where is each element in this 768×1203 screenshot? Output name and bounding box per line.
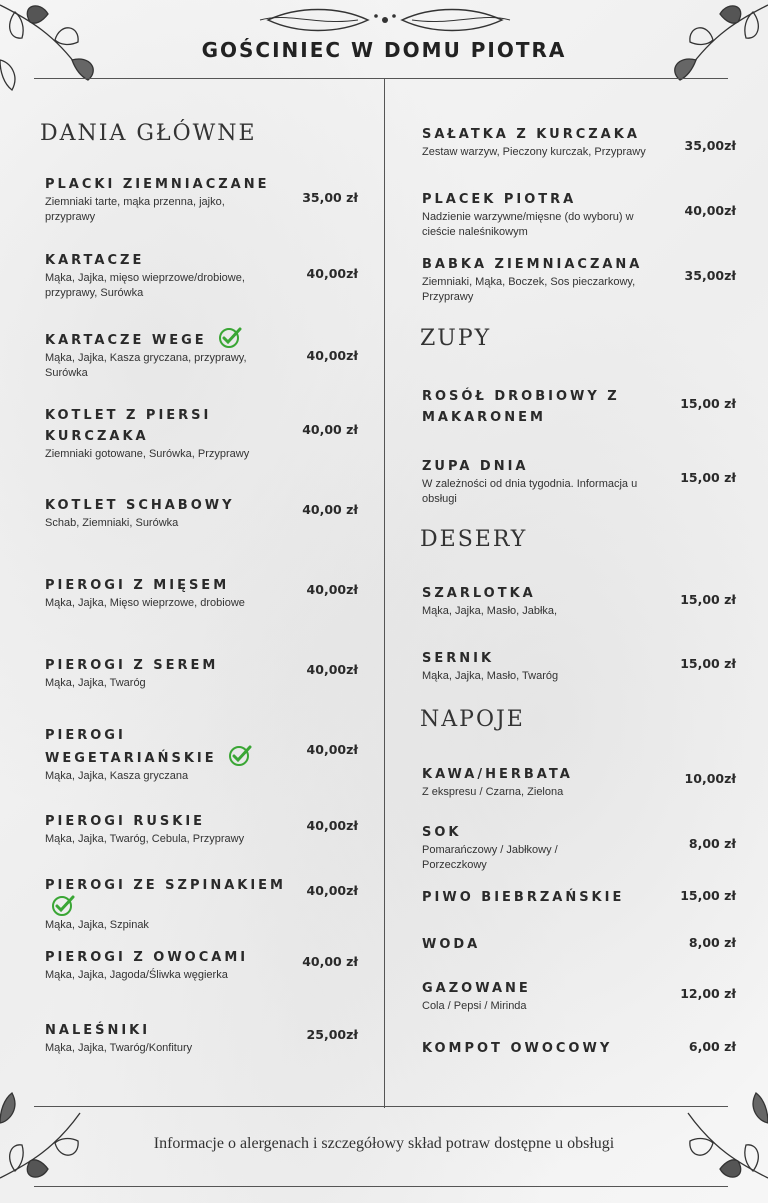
flourish-ornament-icon <box>258 4 512 36</box>
menu-item <box>45 1019 285 1056</box>
column-divider <box>384 78 385 1108</box>
item-description: Ziemniaki, Mąka, Boczek, Sos pieczarkowy, Przyprawy <box>422 276 636 303</box>
item-price: 15,00 zł <box>680 470 736 485</box>
item-price: 40,00zł <box>306 662 358 677</box>
item-name: SZARLOTKA <box>422 586 536 601</box>
menu-item <box>422 123 662 160</box>
item-price: 35,00zł <box>684 138 736 153</box>
item-price: 40,00zł <box>306 742 358 757</box>
item-description: Ziemniaki gotowane, Surówka, Przyprawy <box>45 448 250 460</box>
item-price: 40,00zł <box>684 203 736 218</box>
item-description: Nadzienie warzywne/mięsne (do wyboru) w cieście naleśnikowym <box>422 211 634 238</box>
leaf-corner-icon <box>0 1073 110 1183</box>
menu-item <box>422 582 662 619</box>
item-description: Mąka, Jajka, Kasza gryczana, przyprawy, Surówka <box>45 352 247 379</box>
item-description: Schab, Ziemniaki, Surówka <box>45 517 179 529</box>
menu-item <box>422 188 662 240</box>
item-price: 40,00zł <box>306 266 358 281</box>
menu-item <box>422 455 662 507</box>
item-name: GAZOWANE <box>422 981 531 996</box>
item-price: 8,00 zł <box>688 836 736 851</box>
item-price: 35,00 zł <box>302 190 358 205</box>
item-description: Mąka, Jajka, Masło, Twaróg <box>422 670 559 682</box>
item-price: 15,00 zł <box>680 888 736 903</box>
vege-check-icon <box>51 895 75 917</box>
allergen-note: Informacje o alergenach i szczegółowy skład potraw dostępne u obsługi <box>153 1135 615 1152</box>
item-description: W zależności od dnia tygodnia. Informacja u obsługi <box>422 478 638 505</box>
menu-item <box>422 253 662 305</box>
item-description: Zestaw warzyw, Pieczony kurczak, Przyprawy <box>422 146 646 158</box>
item-description: Mąka, Jajka, Twaróg, Cebula, Przyprawy <box>45 833 245 845</box>
menu-item <box>45 810 285 847</box>
item-description: Z ekspresu / Czarna, Zielona <box>422 786 564 798</box>
item-name: PLACKI ZIEMNIACZANE <box>45 177 270 192</box>
item-price: 40,00 zł <box>302 422 358 437</box>
item-name: KOTLET SCHABOWY <box>45 498 235 513</box>
item-description: Mąka, Jajka, Jagoda/Śliwka węgierka <box>45 969 228 981</box>
item-price: 40,00zł <box>306 582 358 597</box>
item-price: 6,00 zł <box>688 1039 736 1054</box>
item-price: 15,00 zł <box>680 656 736 671</box>
item-name: PIEROGI Z MIĘSEM <box>45 578 230 593</box>
item-name: PIEROGI Z SEREM <box>45 658 219 673</box>
menu-item <box>422 647 662 684</box>
menu-item <box>45 574 285 611</box>
item-name: ROSÓŁ DROBIOWY Z MAKARONEM <box>422 389 620 425</box>
item-price: 25,00zł <box>306 1027 358 1042</box>
menu-item <box>45 173 275 225</box>
vege-check-icon <box>228 745 252 767</box>
leaf-corner-icon <box>658 1073 768 1183</box>
menu-item <box>45 404 275 462</box>
item-description: Mąka, Jajka, Twaróg/Konfitury <box>45 1042 193 1054</box>
divider <box>34 78 728 79</box>
item-name: PIEROGI Z OWOCAMI <box>45 950 249 965</box>
section-title-zupy: ZUPY <box>420 326 492 351</box>
item-name: PIWO BIEBRZAŃSKIE <box>422 890 625 905</box>
item-price: 10,00zł <box>684 771 736 786</box>
item-price: 12,00 zł <box>680 986 736 1001</box>
divider <box>34 1106 728 1107</box>
menu-item <box>422 763 662 800</box>
item-name: SOK <box>422 825 462 840</box>
section-title-napoje: NAPOJE <box>420 707 525 732</box>
menu-item <box>422 933 662 954</box>
item-name: PIEROGI RUSKIE <box>45 814 206 829</box>
item-description: Mąka, Jajka, mięso wieprzowe/drobiowe, przyprawy, Surówka <box>45 272 245 299</box>
item-name: PIEROGI WEGETARIAŃSKIE <box>45 728 217 766</box>
item-description: Ziemniaki tarte, mąka przenna, jajko, przyprawy <box>45 196 225 223</box>
item-price: 15,00 zł <box>680 396 736 411</box>
item-price: 40,00zł <box>306 883 358 898</box>
menu-item <box>45 494 275 531</box>
item-price: 40,00 zł <box>302 502 358 517</box>
menu-item <box>422 977 662 1014</box>
item-description: Mąka, Jajka, Kasza gryczana <box>45 770 189 782</box>
vege-check-icon <box>218 327 242 349</box>
item-name: ZUPA DNIA <box>422 459 529 474</box>
item-description: Cola / Pepsi / Mirinda <box>422 1000 527 1012</box>
item-description: Mąka, Jajka, Mięso wieprzowe, drobiowe <box>45 597 245 609</box>
item-price: 35,00zł <box>684 268 736 283</box>
menu-item <box>45 946 285 983</box>
item-name: WODA <box>422 937 481 952</box>
menu-item <box>45 249 275 301</box>
item-price: 40,00 zł <box>302 954 358 969</box>
menu-item <box>45 724 285 784</box>
menu-item <box>422 1037 662 1058</box>
item-name: KOMPOT OWOCOWY <box>422 1041 613 1056</box>
menu-item <box>45 327 275 381</box>
item-name: PLACEK PIOTRA <box>422 192 577 207</box>
menu-item <box>45 874 305 933</box>
item-price: 15,00 zł <box>680 592 736 607</box>
section-title-desery: DESERY <box>420 527 528 552</box>
item-name: SAŁATKA Z KURCZAKA <box>422 127 640 142</box>
item-description: Mąka, Jajka, Twaróg <box>45 677 146 689</box>
item-name: KARTACZE WEGE <box>45 333 207 348</box>
divider <box>34 1186 728 1187</box>
item-name: KAWA/HERBATA <box>422 767 573 782</box>
item-price: 40,00zł <box>306 818 358 833</box>
item-name: PIEROGI ZE SZPINAKIEM <box>45 878 286 893</box>
item-price: 8,00 zł <box>688 935 736 950</box>
item-description: Mąka, Jajka, Masło, Jabłka, <box>422 605 558 617</box>
section-title-dania: DANIA GŁÓWNE <box>40 121 257 146</box>
menu-item <box>45 654 285 691</box>
item-name: SERNIK <box>422 651 495 666</box>
item-name: KARTACZE <box>45 253 145 268</box>
item-name: BABKA ZIEMNIACZANA <box>422 257 643 272</box>
item-price: 40,00zł <box>306 348 358 363</box>
item-description: Pomarańczowy / Jabłkowy / Porzeczkowy <box>422 844 558 871</box>
item-name: KOTLET Z PIERSI KURCZAKA <box>45 408 212 444</box>
item-description: Mąka, Jajka, Szpinak <box>45 919 149 931</box>
menu-item <box>422 385 622 427</box>
menu-item <box>422 821 622 873</box>
item-name: NALEŚNIKI <box>45 1023 151 1038</box>
menu-item <box>422 886 662 907</box>
page-title: GOŚCINIEC W DOMU PIOTRA <box>201 38 567 62</box>
